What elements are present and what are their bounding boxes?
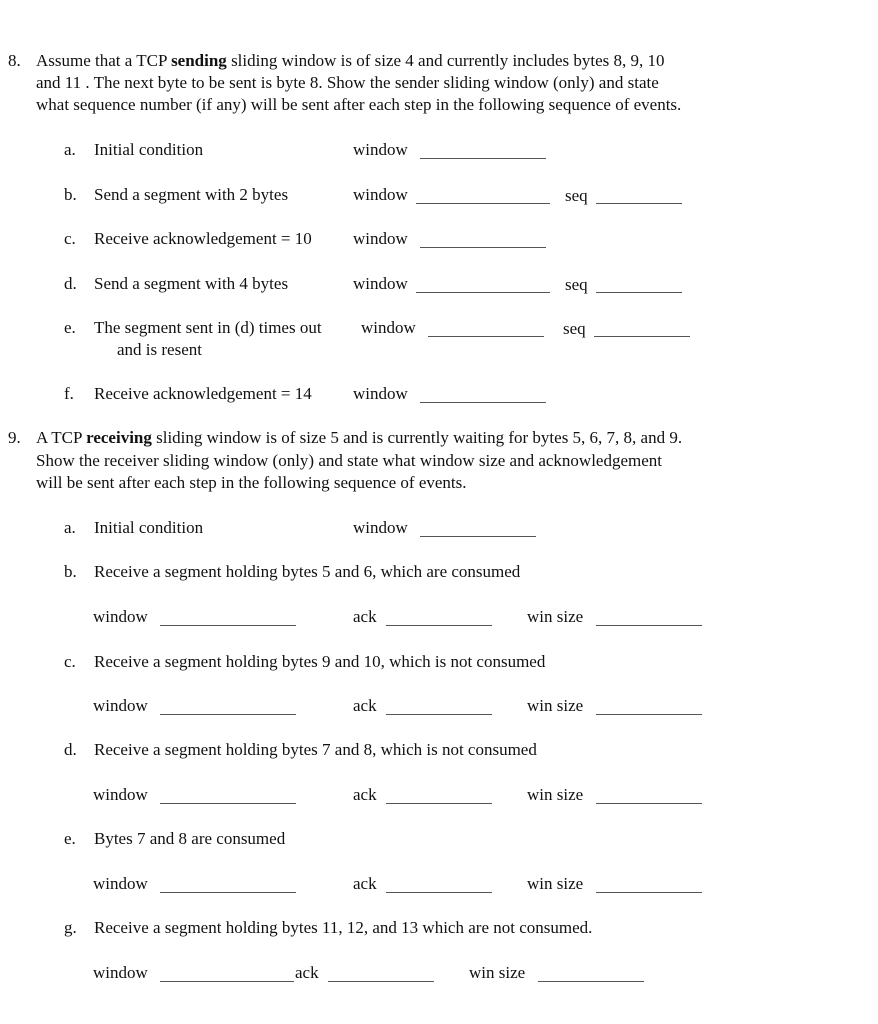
q8-prompt-line-3: what sequence number (if any) will be sent after each step in the following sequence of events.	[36, 95, 682, 114]
q9d-window-blank[interactable]	[160, 803, 296, 804]
q8b-window-label: window	[353, 185, 408, 204]
q8a-window-label: window	[353, 140, 408, 159]
q8b-window-blank[interactable]	[416, 203, 550, 204]
q9-prompt-line-3: will be sent after each step in the following sequence of events.	[36, 473, 467, 492]
q8d-seq-label: seq	[565, 275, 588, 294]
q9c-ack-blank[interactable]	[386, 714, 492, 715]
q8f-window-blank[interactable]	[420, 402, 546, 403]
q8d-window-label: window	[353, 274, 408, 293]
q9-prompt-line-1	[36, 427, 682, 449]
q9g-text: Receive a segment holding bytes 11, 12, and 13 which are not consumed.	[94, 918, 593, 937]
q8a-window-blank[interactable]	[420, 158, 546, 159]
q9d-ack-label: ack	[353, 785, 377, 804]
q9c-window-label: window	[93, 696, 148, 715]
q9-number: 9.	[8, 428, 21, 447]
q9b-letter: b.	[64, 562, 77, 581]
q9b-winsize-label: win size	[527, 607, 584, 626]
q9g-letter: g.	[64, 918, 77, 937]
q9g-window-label: window	[93, 963, 148, 982]
q9d-text: Receive a segment holding bytes 7 and 8, which is not consumed	[94, 740, 537, 759]
q9g-winsize-blank[interactable]	[538, 981, 644, 982]
q9a-letter: a.	[64, 518, 76, 537]
q8c-text: Receive acknowledgement = 10	[94, 229, 312, 248]
q8d-seq-blank[interactable]	[596, 292, 682, 293]
q8-prompt-text: Assume that a TCP	[36, 51, 172, 70]
q8a-text: Initial condition	[94, 140, 204, 159]
q9g-ack-label: ack	[295, 963, 319, 982]
q8e-seq-label: seq	[563, 319, 586, 338]
q9c-text: Receive a segment holding bytes 9 and 10, which is not consumed	[94, 652, 546, 671]
q8e-seq-blank[interactable]	[594, 336, 690, 337]
q9b-ack-blank[interactable]	[386, 625, 492, 626]
q9a-window-label: window	[353, 518, 408, 537]
q8c-window-label: window	[353, 229, 408, 248]
q8e-letter: e.	[64, 318, 76, 337]
q8d-window-blank[interactable]	[416, 292, 550, 293]
q8f-text: Receive acknowledgement = 14	[94, 384, 312, 403]
q9b-window-blank[interactable]	[160, 625, 296, 626]
q8c-letter: c.	[64, 229, 76, 248]
q8b-seq-blank[interactable]	[596, 203, 682, 204]
q8-prompt-line-1	[36, 50, 665, 72]
q8e-text-line-2: and is resent	[117, 340, 202, 359]
q8-prompt-text-cont: sliding window is of size 4 and currently includes bytes 8, 9, 10	[226, 51, 665, 70]
q9g-winsize-label: win size	[469, 963, 526, 982]
q8c-window-blank[interactable]	[420, 247, 546, 248]
q9b-window-label: window	[93, 607, 148, 626]
q9g-ack-blank[interactable]	[328, 981, 434, 982]
q9e-window-blank[interactable]	[160, 892, 296, 893]
q9-prompt-line-2: Show the receiver sliding window (only) and state what window size and acknowledgement	[36, 451, 663, 470]
q8b-seq-label: seq	[565, 186, 588, 205]
q8-prompt-bold: sending	[171, 51, 227, 70]
q8f-window-label: window	[353, 384, 408, 403]
q9d-ack-blank[interactable]	[386, 803, 492, 804]
q9e-winsize-label: win size	[527, 874, 584, 893]
q8a-letter: a.	[64, 140, 76, 159]
q9e-text: Bytes 7 and 8 are consumed	[94, 829, 286, 848]
q9c-letter: c.	[64, 652, 76, 671]
q9d-letter: d.	[64, 740, 77, 759]
q8e-window-blank[interactable]	[428, 336, 544, 337]
q9a-text: Initial condition	[94, 518, 204, 537]
q8e-text: The segment sent in (d) times out	[94, 318, 322, 337]
q8d-text: Send a segment with 4 bytes	[94, 274, 289, 293]
q9e-window-label: window	[93, 874, 148, 893]
q8d-letter: d.	[64, 274, 77, 293]
q9e-ack-label: ack	[353, 874, 377, 893]
q9c-ack-label: ack	[353, 696, 377, 715]
q8b-letter: b.	[64, 185, 77, 204]
q9e-winsize-blank[interactable]	[596, 892, 702, 893]
q9d-window-label: window	[93, 785, 148, 804]
q9g-window-blank[interactable]	[160, 981, 294, 982]
q9-prompt-bold: receiving	[86, 428, 152, 447]
q8b-text: Send a segment with 2 bytes	[94, 185, 289, 204]
q9a-window-blank[interactable]	[420, 536, 536, 537]
q8-number: 8.	[8, 51, 21, 70]
q9-prompt-text-cont: sliding window is of size 5 and is currently waiting for bytes 5, 6, 7, 8, and 9.	[151, 428, 683, 447]
q9b-ack-label: ack	[353, 607, 377, 626]
q8e-window-label: window	[361, 318, 416, 337]
q9e-ack-blank[interactable]	[386, 892, 492, 893]
q9b-text: Receive a segment holding bytes 5 and 6, which are consumed	[94, 562, 521, 581]
q9c-winsize-label: win size	[527, 696, 584, 715]
q8-prompt-line-2: and 11 . The next byte to be sent is byte 8. Show the sender sliding window (only) and state	[36, 73, 659, 92]
q9-prompt-text: A TCP	[36, 428, 87, 447]
q9d-winsize-label: win size	[527, 785, 584, 804]
q9c-winsize-blank[interactable]	[596, 714, 702, 715]
q9c-window-blank[interactable]	[160, 714, 296, 715]
q9b-winsize-blank[interactable]	[596, 625, 702, 626]
q9d-winsize-blank[interactable]	[596, 803, 702, 804]
q9e-letter: e.	[64, 829, 76, 848]
q8f-letter: f.	[64, 384, 74, 403]
